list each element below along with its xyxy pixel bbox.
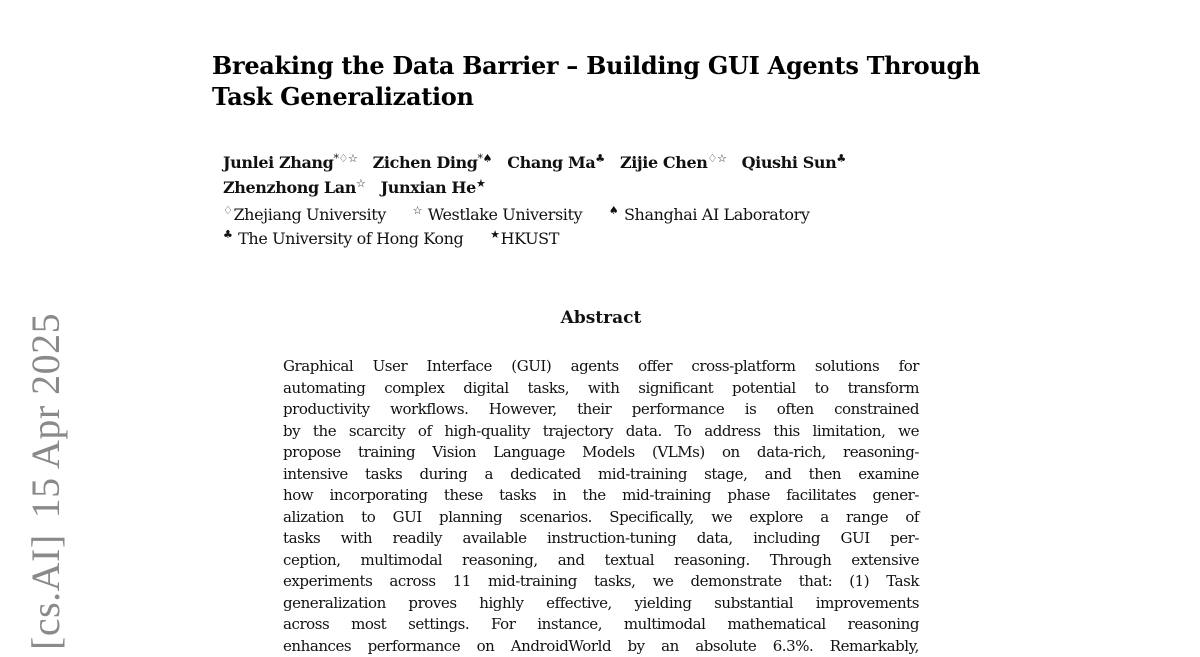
affiliation: ☆ Westlake University: [413, 205, 583, 224]
abstract-line: propose training Vision Language Models (VLMs) on data-rich, reasoning-: [283, 442, 919, 464]
abstract-line: how incorporating these tasks in the mid-training phase facilitates gener-: [283, 485, 919, 507]
affiliation: ★HKUST: [490, 229, 559, 248]
abstract-line: generalization proves highly effective, yielding substantial improvements: [283, 593, 919, 615]
author: Zichen Ding*♠: [373, 153, 492, 172]
author-list: [223, 150, 983, 200]
paper-title: Breaking the Data Barrier – Building GUI Agents Through Task Generalization: [212, 50, 1012, 112]
abstract-line: automating complex digital tasks, with significant potential to transform: [283, 378, 919, 400]
abstract-line: by the scarcity of high-quality trajectory data. To address this limitation, we: [283, 421, 919, 443]
author: Junxian He★: [381, 178, 486, 197]
author: Zijie Chen♢☆: [620, 153, 727, 172]
arxiv-stamp: [22, 313, 69, 650]
abstract-line: Graphical User Interface (GUI) agents offer cross-platform solutions for: [283, 356, 919, 378]
abstract-line: experiments across 11 mid-training tasks, we demonstrate that: (1) Task: [283, 571, 919, 593]
author: Qiushi Sun♣: [742, 153, 846, 172]
affiliation: ♠ Shanghai AI Laboratory: [609, 205, 810, 224]
abstract-line: intensive tasks during a dedicated mid-training stage, and then examine: [283, 464, 919, 486]
abstract-line: enhances performance on AndroidWorld by an absolute 6.3%. Remarkably,: [283, 636, 919, 657]
abstract-line: across most settings. For instance, multimodal mathematical reasoning: [283, 614, 919, 636]
affiliation-list: [223, 203, 983, 251]
abstract-line: ception, multimodal reasoning, and textual reasoning. Through extensive: [283, 550, 919, 572]
abstract-line: tasks with readily available instruction-tuning data, including GUI per-: [283, 528, 919, 550]
arxiv-date: 15 Apr 2025: [23, 313, 68, 519]
affiliation: ♢Zhejiang University: [223, 205, 386, 224]
affiliation: ♣ The University of Hong Kong: [223, 229, 463, 248]
abstract-line: productivity workflows. However, their performance is often constrained: [283, 399, 919, 421]
arxiv-category: [cs.AI]: [23, 534, 68, 650]
author: Zhenzhong Lan☆: [223, 178, 365, 197]
author: Junlei Zhang*♢☆: [223, 153, 357, 172]
abstract-text: [283, 356, 919, 657]
abstract-heading: Abstract: [0, 305, 1200, 331]
author: Chang Ma♣: [507, 153, 604, 172]
abstract-line: alization to GUI planning scenarios. Specifically, we explore a range of: [283, 507, 919, 529]
